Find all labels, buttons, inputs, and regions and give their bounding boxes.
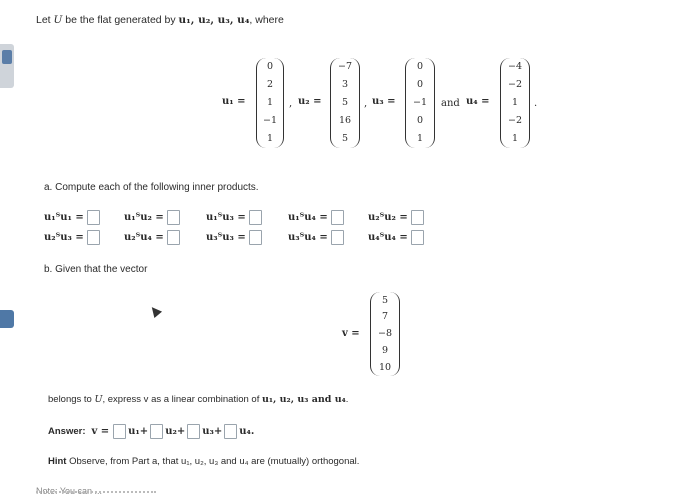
answer-term-4: u₄. bbox=[239, 426, 255, 437]
u4-sep: . bbox=[534, 98, 538, 109]
ip-u2u3: u₂ᵀu₃ = bbox=[44, 230, 100, 245]
answer-box[interactable] bbox=[331, 210, 344, 225]
part-b-heading bbox=[44, 264, 147, 275]
ip-u1u4: u₁ᵀu₄ = bbox=[288, 210, 344, 225]
intro-prefix: Let bbox=[36, 14, 54, 26]
intro-U: U bbox=[53, 14, 63, 26]
answer-box[interactable] bbox=[249, 210, 262, 225]
ip-u3u3: u₃ᵀu₃ = bbox=[206, 230, 262, 245]
answer-box[interactable] bbox=[411, 230, 424, 245]
answer-v: v = bbox=[91, 426, 110, 437]
footer-note: Note: You can ... bbox=[36, 486, 103, 496]
answer-term-1: u₁+ bbox=[128, 426, 149, 437]
intro-line bbox=[36, 14, 284, 26]
intro-mid: be the flat generated by bbox=[62, 14, 179, 26]
sidebar-tab-top[interactable] bbox=[0, 44, 14, 88]
ip-u3u4: u₃ᵀu₄ = bbox=[288, 230, 344, 245]
answer-term-3: u₃+ bbox=[202, 426, 223, 437]
u3-sep: and bbox=[441, 98, 460, 109]
answer-row bbox=[48, 424, 254, 439]
footer-divider bbox=[36, 491, 156, 493]
coef-box-2[interactable] bbox=[150, 424, 163, 439]
hint-text: Observe, from Part a, that u₁, u₂, u₃ and u₄ are (mutually) orthogonal. bbox=[69, 456, 360, 467]
answer-box[interactable] bbox=[331, 230, 344, 245]
part-b-label: b. bbox=[44, 264, 53, 275]
answer-label: Answer: bbox=[48, 426, 86, 437]
coef-box-4[interactable] bbox=[224, 424, 237, 439]
hint-label: Hint bbox=[48, 456, 67, 467]
u1-sep: , bbox=[289, 98, 293, 109]
answer-box[interactable] bbox=[167, 210, 180, 225]
intro-suffix: , where bbox=[249, 14, 284, 26]
part-b-text: Given that the vector bbox=[55, 264, 148, 275]
u4-vector: −4 −2 1 −2 1 bbox=[500, 58, 530, 148]
ip-u1u3: u₁ᵀu₃ = bbox=[206, 210, 262, 225]
ip-u1u1: u₁ᵀu₁ = bbox=[44, 210, 100, 225]
part-a-heading bbox=[44, 182, 259, 193]
u4-label: u₄ = bbox=[466, 96, 490, 107]
answer-box[interactable] bbox=[411, 210, 424, 225]
u1-label: u₁ = bbox=[222, 96, 246, 107]
sidebar-tab-bottom[interactable] bbox=[0, 310, 14, 328]
mouse-cursor-icon bbox=[148, 304, 162, 318]
answer-box[interactable] bbox=[87, 230, 100, 245]
v-vector: 5 7 −8 9 10 bbox=[370, 292, 400, 376]
v-label: v = bbox=[342, 328, 360, 339]
u3-label: u₃ = bbox=[372, 96, 396, 107]
u2-label: u₂ = bbox=[298, 96, 322, 107]
ip-u1u2: u₁ᵀu₂ = bbox=[124, 210, 180, 225]
answer-term-2: u₂+ bbox=[165, 426, 186, 437]
u1-vector: 0 2 1 −1 1 bbox=[256, 58, 284, 148]
answer-box[interactable] bbox=[87, 210, 100, 225]
hint-line bbox=[48, 456, 359, 467]
belongs-line: belongs to U, express v as a linear combination of u₁, u₂, u₃ and u₄. bbox=[48, 394, 349, 405]
part-a-text: Compute each of the following inner products. bbox=[55, 182, 259, 193]
coef-box-1[interactable] bbox=[113, 424, 126, 439]
ip-u4u4: u₄ᵀu₄ = bbox=[368, 230, 424, 245]
coef-box-3[interactable] bbox=[187, 424, 200, 439]
answer-box[interactable] bbox=[167, 230, 180, 245]
part-a-label: a. bbox=[44, 182, 53, 193]
answer-box[interactable] bbox=[249, 230, 262, 245]
ip-u2u4: u₂ᵀu₄ = bbox=[124, 230, 180, 245]
u2-vector: −7 3 5 16 5 bbox=[330, 58, 360, 148]
u2-sep: , bbox=[364, 98, 368, 109]
tab-icon bbox=[2, 50, 12, 64]
intro-vectors: u₁, u₂, u₃, u₄ bbox=[178, 14, 250, 26]
u3-vector: 0 0 −1 0 1 bbox=[405, 58, 435, 148]
ip-u2u2: u₂ᵀu₂ = bbox=[368, 210, 424, 225]
